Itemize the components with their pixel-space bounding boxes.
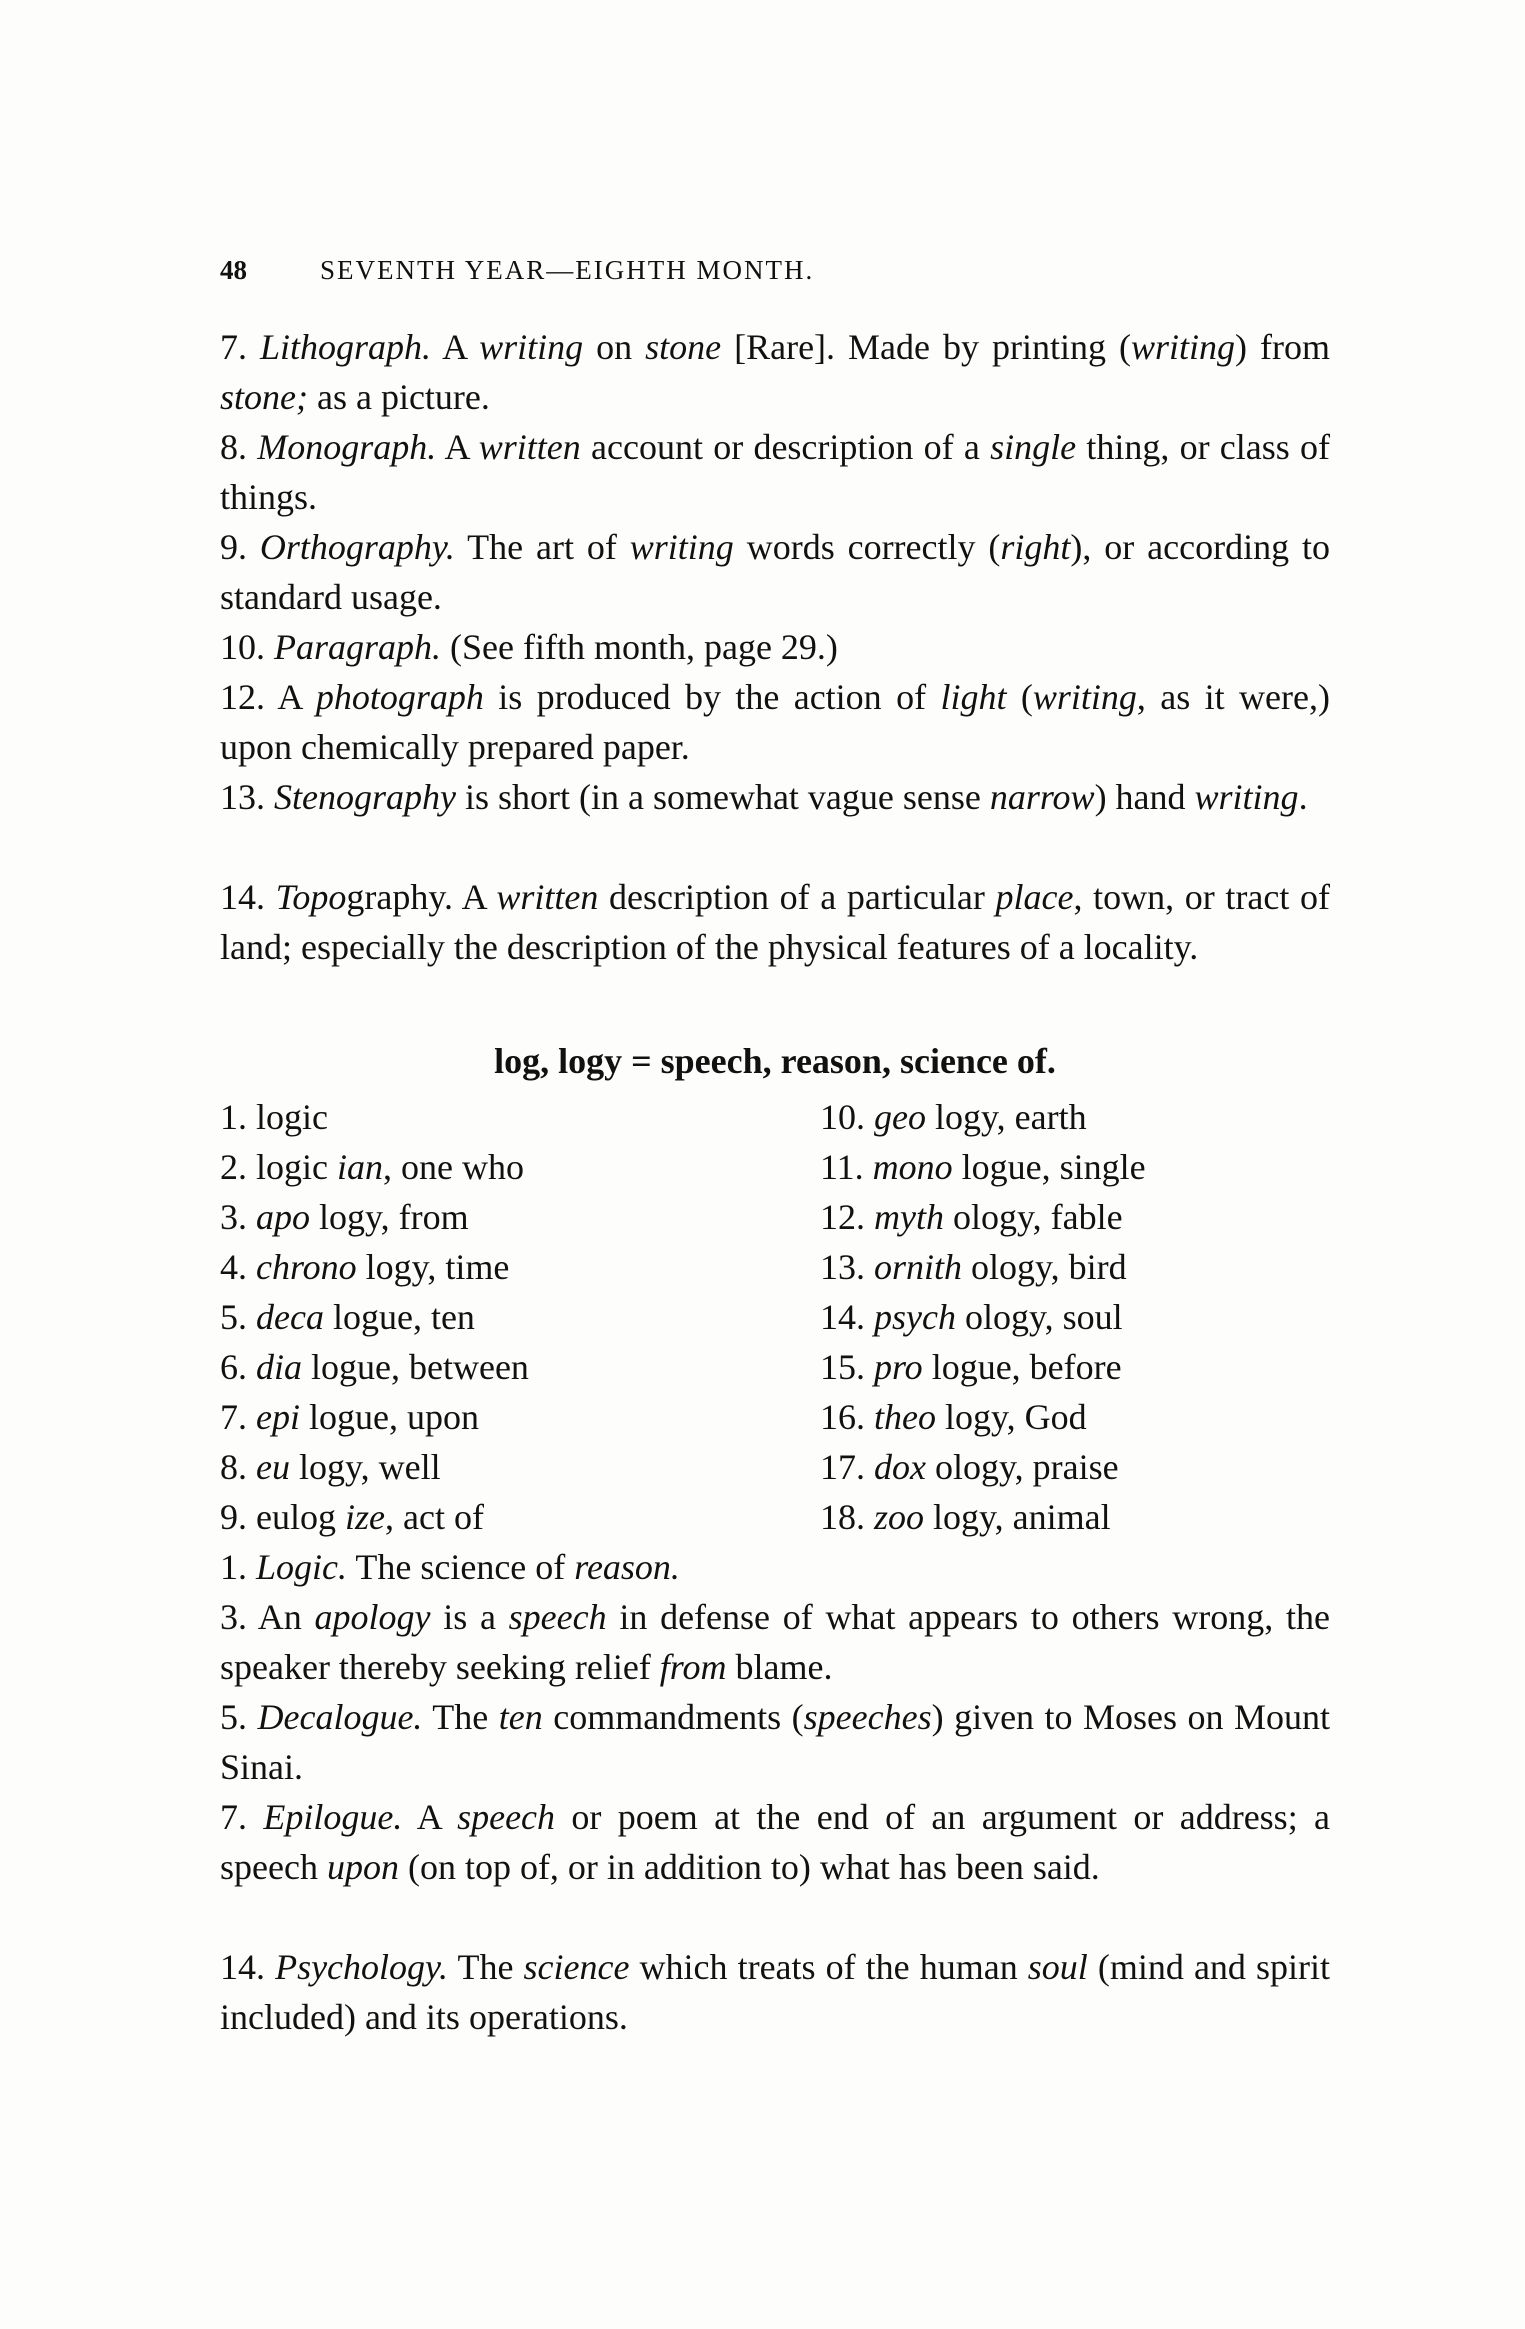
text-run: on [583,327,646,367]
section-title: log, logy = speech, reason, science of. [494,1041,1056,1081]
word-list-right [820,1092,1340,1542]
text-run: eulog [256,1497,345,1537]
text-run: logy, animal [924,1497,1111,1537]
italic-run: myth [874,1197,944,1237]
text-run: logue, between [302,1347,529,1387]
text-run: logue, single [952,1147,1146,1187]
entry-psychology [220,1942,1330,2042]
text-run: logue, ten [323,1297,475,1337]
text-run: is short (in a somewhat vague sense [455,777,990,817]
text-run: (mind and spirit included) and its operations. [220,1947,1331,2037]
italic-run: reason. [574,1547,680,1587]
text-run: A [442,327,480,367]
item-number: 3. [220,1197,256,1237]
italic-run: place [995,877,1074,917]
italic-run: from [659,1647,727,1687]
item-number: 13. [820,1247,874,1287]
text-run: A [277,677,316,717]
italic-run: speech [508,1597,607,1637]
italic-run: deca [256,1297,324,1337]
item-number: 12. [820,1197,874,1237]
italic-run: psych [874,1297,956,1337]
entry-number: 3. [220,1597,258,1637]
entry-term: Epilogue. [263,1797,403,1837]
text-run: . [1298,777,1308,817]
text-run: logy, earth [925,1097,1087,1137]
word-list-item [220,1142,780,1192]
italic-run: writing [479,327,584,367]
italic-run: written [496,877,599,917]
item-number: 18. [820,1497,874,1537]
italic-run: ten [498,1697,543,1737]
entry-number: 14. [220,1947,276,1987]
italic-run: speeches [803,1697,932,1737]
item-number: 10. [820,1097,874,1137]
italic-run: narrow [989,777,1095,817]
word-list-item [220,1292,780,1342]
text-run: ) hand [1094,777,1195,817]
entry-decalogue [220,1692,1330,1792]
italic-run: Stenography [274,777,456,817]
text-run: ology, fable [943,1197,1123,1237]
entry-photograph [220,672,1330,772]
text-run: graphy. A [346,877,497,917]
text-run: ology, bird [962,1247,1127,1287]
text-run: ) given to Moses on Mount Sinai. [220,1697,1331,1787]
italic-run: light [940,677,1007,717]
italic-run: ornith [874,1247,963,1287]
italic-run: single [990,427,1077,467]
italic-run: soul [1027,1947,1088,1987]
text-run: A [444,427,479,467]
item-number: 7. [220,1397,256,1437]
text-run: ology, praise [925,1447,1119,1487]
item-number: 14. [820,1297,874,1337]
italic-run: photograph [315,677,484,717]
entry-monograph [220,422,1330,522]
page-header [220,255,1330,295]
italic-run: writing [1131,327,1236,367]
word-list-item [820,1092,1340,1142]
text-run: logic [256,1147,337,1187]
word-list-item [820,1392,1340,1442]
item-number: 16. [820,1397,874,1437]
italic-run: upon [326,1847,399,1887]
entry-term: Orthography. [259,527,455,567]
text-run: [Rare]. Made by printing ( [721,327,1131,367]
word-list-item [220,1442,780,1492]
text-run: logy, well [289,1447,441,1487]
item-number: 6. [220,1347,256,1387]
text-run: The [457,1947,524,1987]
italic-run: science [523,1947,630,1987]
entry-term: Lithograph. [260,327,432,367]
italic-run: writing [1032,677,1137,717]
italic-run: apo [256,1197,310,1237]
text-run: The science of [355,1547,575,1587]
word-list-item [220,1092,780,1142]
italic-run: zoo [874,1497,925,1537]
item-number: 5. [220,1297,256,1337]
text-run: in defense of what appears to others wrong, the speaker thereby seeking relief [220,1597,1330,1687]
running-title: SEVENTH YEAR—EIGHTH MONTH. [320,255,815,285]
item-number: 4. [220,1247,256,1287]
text-run: , one who [383,1147,524,1187]
italic-run: Topo [275,877,347,917]
text-run: A [416,1797,458,1837]
word-list-item [220,1392,780,1442]
word-list-item [820,1242,1340,1292]
italic-run: geo [874,1097,926,1137]
text-run: logy, time [356,1247,510,1287]
italic-run: writing [629,527,734,567]
item-number: 15. [820,1347,874,1387]
word-list-item [220,1192,780,1242]
entry-stenography [220,772,1330,822]
text-run: logue, upon [299,1397,479,1437]
italic-run: chrono [256,1247,357,1287]
text-run: ( [1006,677,1033,717]
italic-run: ian [336,1147,383,1187]
item-number: 2. [220,1147,256,1187]
word-list-item [820,1292,1340,1342]
entry-paragraph [220,622,1330,672]
item-number: 1. [220,1097,256,1137]
text-run: , town, or tract of land; especially the description of the physical features of a locality. [220,877,1330,967]
italic-run: epi [256,1397,300,1437]
entry-number: 9. [220,527,260,567]
entry-number: 10. [220,627,274,667]
text-run: The [432,1697,499,1737]
text-run: description of a particular [598,877,996,917]
entry-number: 12. [220,677,278,717]
word-list-item [820,1192,1340,1242]
entry-term: Paragraph. [274,627,442,667]
text-run: words correctly ( [733,527,1001,567]
text-run: , act of [384,1497,484,1537]
entry-topography [220,872,1330,972]
entry-term: Decalogue. [257,1697,423,1737]
text-run: ), or according to standard usage. [220,527,1331,617]
page-number: 48 [220,255,247,285]
entry-term: Psychology. [275,1947,449,1987]
text-run: is a [430,1597,509,1637]
word-list-item [820,1342,1340,1392]
italic-run: stone [645,327,722,367]
word-list-item [220,1492,780,1542]
word-list-item [220,1342,780,1392]
entry-number: 13. [220,777,274,817]
word-list-item [820,1492,1340,1542]
italic-run: theo [874,1397,936,1437]
entry-epilogue [220,1792,1330,1892]
text-run: logue, before [922,1347,1122,1387]
entry-term: Logic. [256,1547,348,1587]
entry-number: 7. [220,1797,264,1837]
entry-number: 7. [220,327,260,367]
text-run: logy, from [310,1197,469,1237]
italic-run: writing [1194,777,1299,817]
entry-lithograph [220,322,1330,422]
italic-run: stone; [220,377,308,417]
entry-apology [220,1592,1330,1692]
word-list-item [820,1142,1340,1192]
text-run: An [257,1597,315,1637]
italic-run: right [1000,527,1071,567]
word-list-left [220,1092,780,1542]
text-run: as a picture. [307,377,490,417]
text-run: or poem at the end of an argument or address; a speech [220,1797,1331,1887]
italic-run: pro [874,1347,923,1387]
word-list-item [820,1442,1340,1492]
italic-run: dox [874,1447,926,1487]
item-number: 9. [220,1497,256,1537]
text-run: account or description of a [580,427,991,467]
text-run: (See fifth month, page 29.) [450,627,838,667]
item-number: 8. [220,1447,256,1487]
text-run: is produced by the action of [483,677,941,717]
text-run: The art of [467,527,630,567]
entry-term: Monograph. [257,427,437,467]
text-run: ology, soul [955,1297,1123,1337]
entry-number: 14. [220,877,276,917]
entry-logic [220,1542,1330,1592]
word-list-item [220,1242,780,1292]
text-run: ) from [1235,327,1330,367]
italic-run: written [478,427,581,467]
text-run: thing, or class of things. [220,427,1331,517]
italic-run: dia [256,1347,303,1387]
entry-number: 8. [220,427,258,467]
italic-run: eu [256,1447,290,1487]
text-run: logy, God [935,1397,1087,1437]
text-run: which treats of the human [629,1947,1028,1987]
entry-number: 5. [220,1697,258,1737]
italic-run: mono [872,1147,953,1187]
text-run: , as it were,) upon chemically prepared paper. [220,677,1330,767]
italic-run: apology [314,1597,431,1637]
text-run: commandments ( [542,1697,804,1737]
text-run: (on top of, or in addition to) what has been said. [398,1847,1100,1887]
text-run: logic [256,1097,328,1137]
item-number: 17. [820,1447,874,1487]
italic-run: speech [457,1797,556,1837]
entry-orthography [220,522,1330,622]
italic-run: ize [344,1497,385,1537]
item-number: 11. [820,1147,873,1187]
text-run: blame. [726,1647,833,1687]
entry-number: 1. [220,1547,256,1587]
